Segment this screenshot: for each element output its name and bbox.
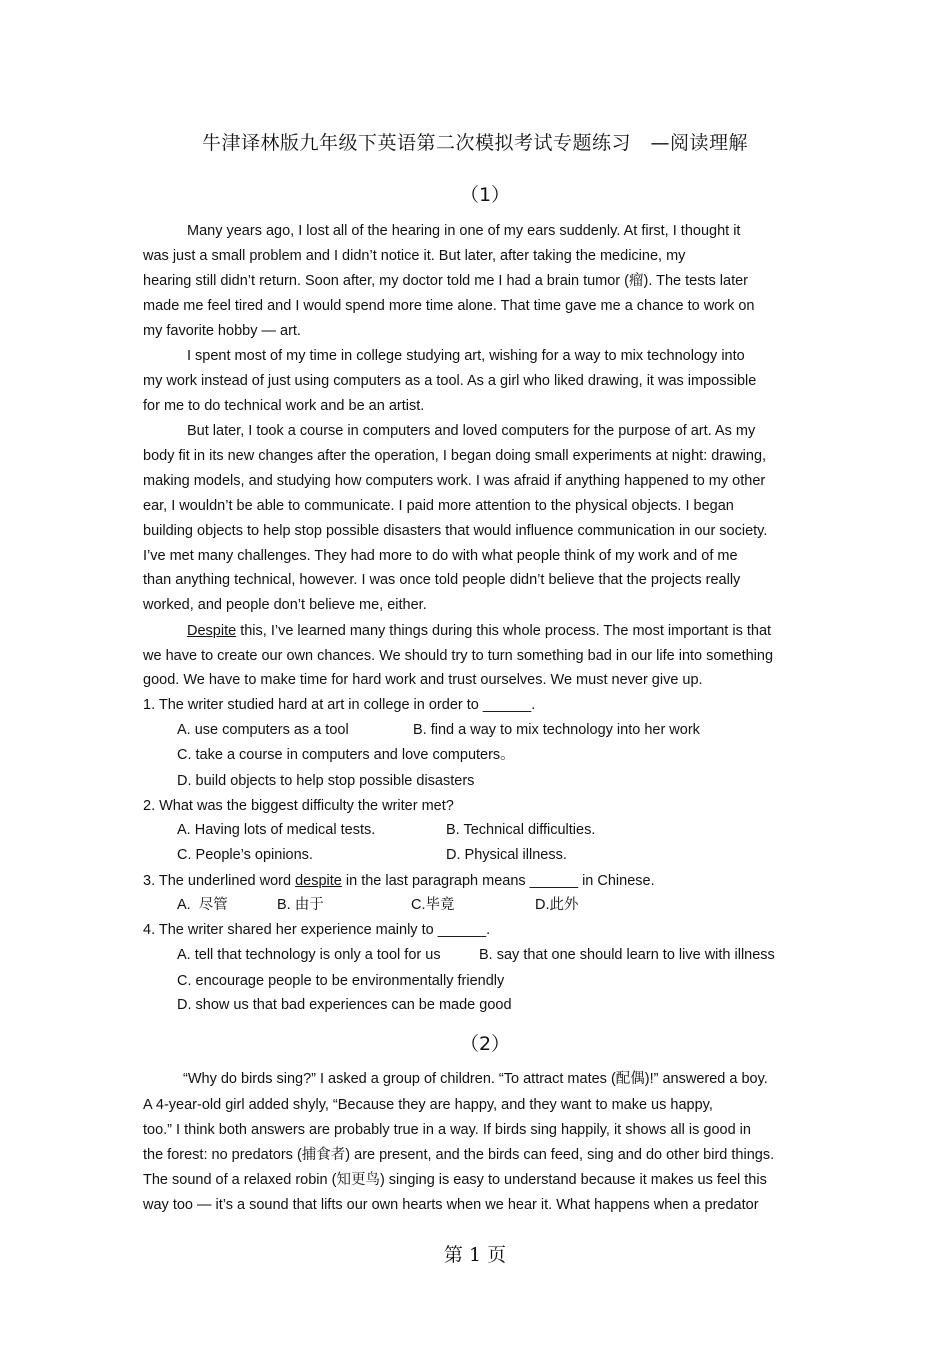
passage-2-line: The sound of a relaxed robin (知更鸟) singing is easy to understand because it makes us feel this <box>143 1172 767 1188</box>
question-3-stem <box>143 872 655 890</box>
question-1-option-b: B. find a way to mix technology into her work <box>413 722 700 738</box>
passage-1-line: I spent most of my time in college studying art, wishing for a way to mix technology into <box>187 348 745 364</box>
passage-2-line: the forest: no predators (捕食者) are present, and the birds can feed, sing and do other bird things. <box>143 1147 775 1163</box>
passage-1-line: made me feel tired and I would spend more time alone. That time gave me a chance to work on <box>143 298 755 314</box>
question-1-stem: 1. The writer studied hard at art in college in order to ______. <box>143 697 536 713</box>
question-3-underlined-word: despite <box>295 873 342 889</box>
passage-1-heading: （1） <box>459 184 511 206</box>
underlined-word: Despite <box>187 623 237 639</box>
page-number: 第 1 页 <box>443 1244 507 1266</box>
question-3-option-a: A. 尽管 <box>177 897 228 913</box>
question-4-option-a: A. tell that technology is only a tool for us <box>177 947 441 963</box>
passage-1-line: we have to create our own chances. We should try to turn something bad in our life into something <box>143 648 774 664</box>
passage-2-line: A 4-year-old girl added shyly, “Because they are happy, and they want to make us happy, <box>143 1097 713 1113</box>
passage-1-line: worked, and people don’t believe me, either. <box>143 597 427 613</box>
passage-1-line: hearing still didn’t return. Soon after, my doctor told me I had a brain tumor (瘤). The tests later <box>143 273 748 289</box>
passage-1-line: I’ve met many challenges. They had more to do with what people think of my work and of me <box>143 548 738 564</box>
document-title: 牛津译林版九年级下英语第二次模拟考试专题练习 —阅读理解 <box>201 132 748 154</box>
question-1-option-c: C. take a course in computers and love computers。 <box>177 747 515 763</box>
question-3-option-c: C.毕竟 <box>411 897 455 913</box>
question-2-option-a: A. Having lots of medical tests. <box>177 822 376 838</box>
question-4-option-b: B. say that one should learn to live with illness <box>479 947 775 963</box>
passage-1-line: than anything technical, however. I was once told people didn’t believe that the projects really <box>143 572 741 588</box>
passage-1-line: my favorite hobby — art. <box>143 323 301 339</box>
question-4-option-c: C. encourage people to be environmentally friendly <box>177 973 505 989</box>
passage-1-line: for me to do technical work and be an artist. <box>143 398 425 414</box>
question-2-option-b: B. Technical difficulties. <box>446 822 596 838</box>
question-1-option-a: A. use computers as a tool <box>177 722 349 738</box>
passage-1-line: ear, I wouldn’t be able to communicate. I paid more attention to the physical objects. I began <box>143 498 734 514</box>
passage-2-heading: （2） <box>459 1033 511 1055</box>
paragraph-text: this, I’ve learned many things during this whole process. The most important is that <box>236 623 772 639</box>
passage-1-line: building objects to help stop possible disasters that would influence communication in our society. <box>143 523 768 539</box>
passage-1-line: Many years ago, I lost all of the hearing in one of my ears suddenly. At first, I thought it <box>187 223 741 239</box>
question-2-option-c: C. People’s opinions. <box>177 847 313 863</box>
question-3-stem-after: in the last paragraph means ______ in Chinese. <box>341 873 655 889</box>
question-2-option-d: D. Physical illness. <box>446 847 567 863</box>
passage-1-line: making models, and studying how computers work. I was afraid if anything happened to my other <box>143 473 766 489</box>
passage-1-line: was just a small problem and I didn’t notice it. But later, after taking the medicine, my <box>143 248 686 264</box>
passage-1-line: body fit in its new changes after the operation, I began doing small experiments at night: drawing, <box>143 448 767 464</box>
question-2-stem: 2. What was the biggest difficulty the writer met? <box>143 798 454 814</box>
question-3-stem-before: 3. The underlined word <box>143 873 296 889</box>
question-1-option-d: D. build objects to help stop possible disasters <box>177 773 475 789</box>
question-3-option-b: B. 由于 <box>277 897 324 913</box>
passage-2-line: too.” I think both answers are probably true in a way. If birds sing happily, it shows all is good in <box>143 1122 751 1138</box>
passage-1-last-paragraph-line <box>187 622 771 640</box>
passage-2-line: way too — it’s a sound that lifts our own hearts when we hear it. What happens when a predator <box>143 1197 759 1213</box>
question-4-stem: 4. The writer shared her experience mainly to ______. <box>143 922 491 938</box>
question-4-option-d: D. show us that bad experiences can be made good <box>177 997 512 1013</box>
passage-1-line: But later, I took a course in computers and loved computers for the purpose of art. As my <box>187 423 756 439</box>
question-3-option-d: D.此外 <box>535 897 579 913</box>
passage-2-line: “Why do birds sing?” I asked a group of children. “To attract mates (配偶)!” answered a boy. <box>183 1071 768 1087</box>
passage-1-line: good. We have to make time for hard work and trust ourselves. We must never give up. <box>143 672 703 688</box>
passage-1-line: my work instead of just using computers as a tool. As a girl who liked drawing, it was impossible <box>143 373 757 389</box>
